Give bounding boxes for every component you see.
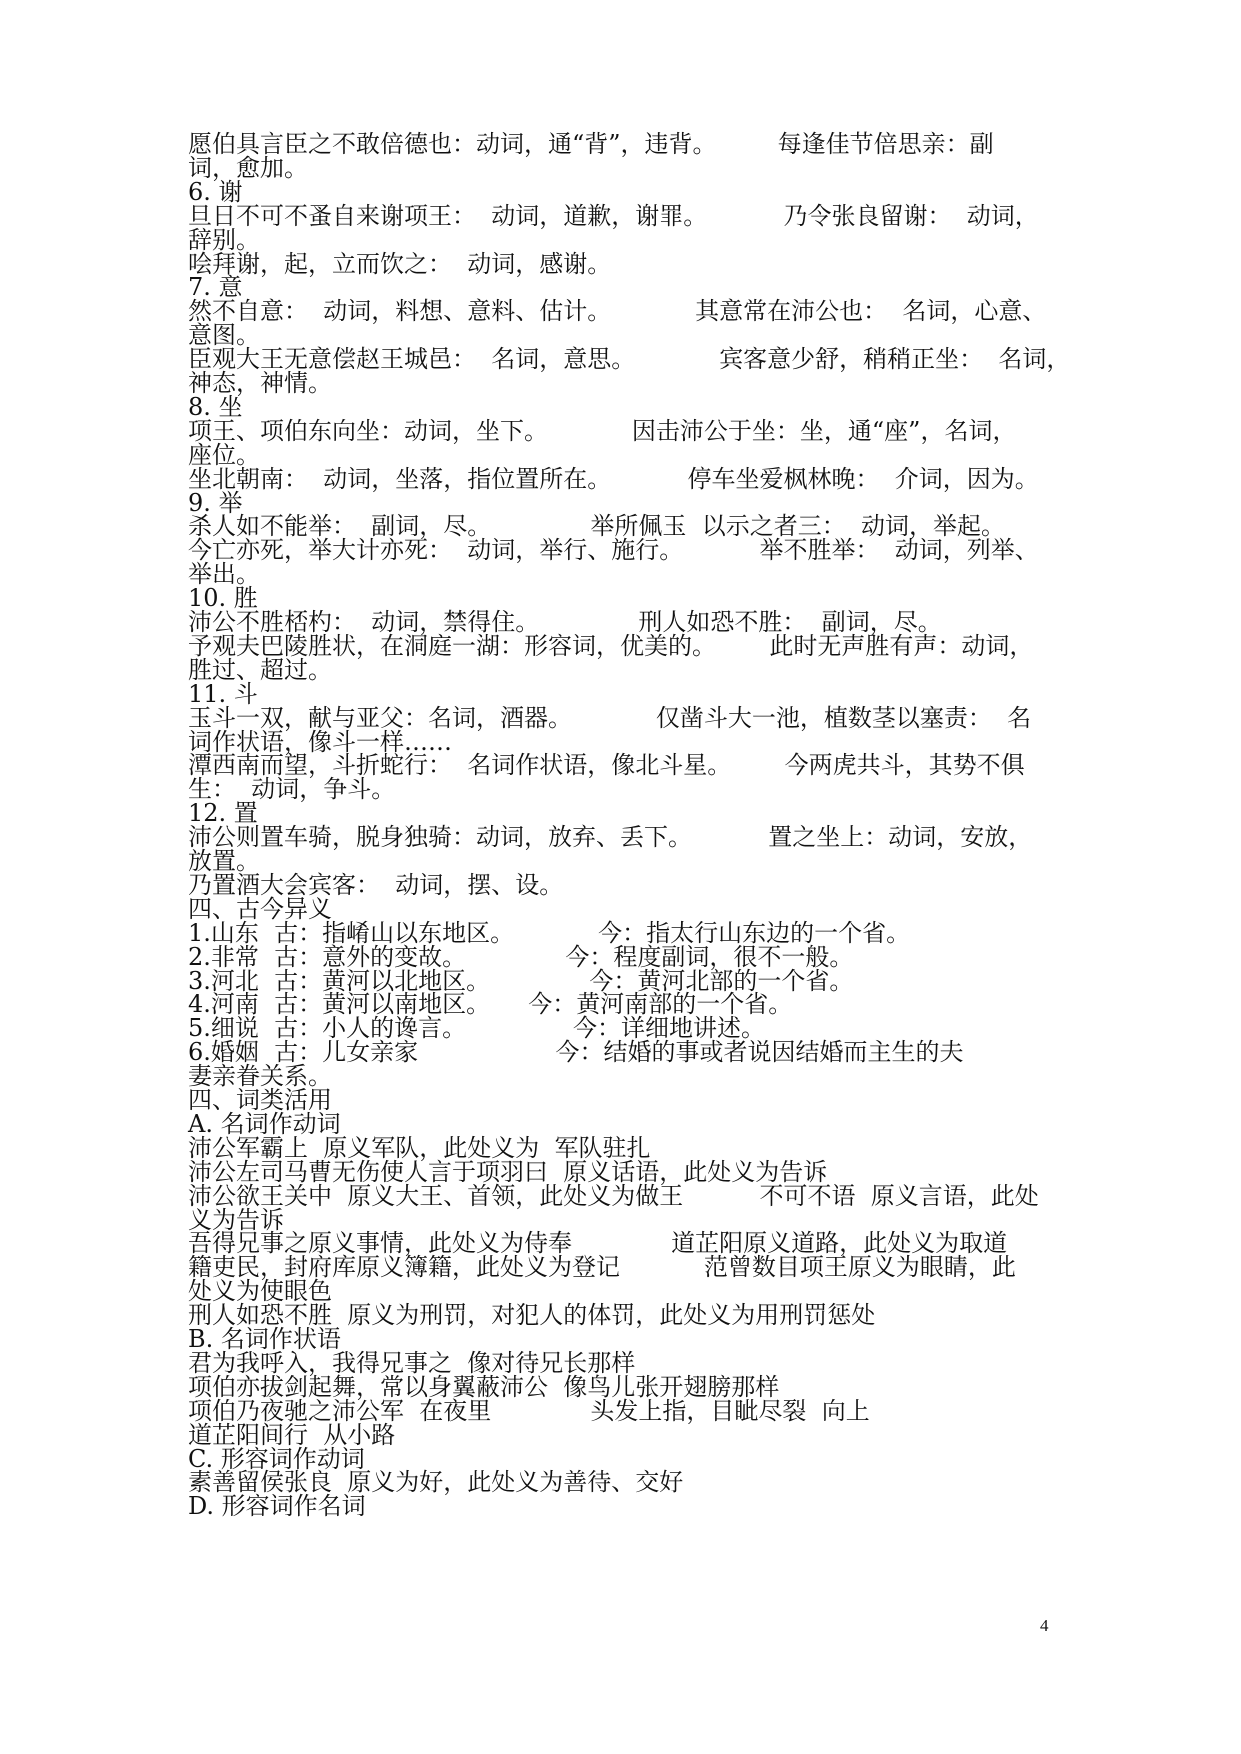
text-line: 项王、项伯东向坐：动词，坐下。 因击沛公于坐：坐，通“座”，名词，: [188, 416, 1017, 445]
text-line: 杀人如不能举： 副词，尽。 举所佩玉 以示之者三： 动词，举起。: [188, 512, 1005, 541]
text-line: 5.细说 古：小人的谗言。 今：详细地讲述。: [188, 1014, 765, 1043]
text-line: 沛公欲王关中 原义大王、首领，此处义为做王 不可不语 原义言语，此处: [188, 1181, 1039, 1210]
text-line: B. 名词作状语: [188, 1325, 341, 1353]
text-line: 然不自意： 动词，料想、意料、估计。 其意常在沛公也： 名词，心意、: [188, 297, 1047, 326]
text-line: 愿伯具言臣之不敢倍德也：动词，通“背”，违背。 每逢佳节倍思亲：副: [188, 130, 994, 158]
text-line: 道芷阳间行 从小路: [188, 1420, 396, 1449]
text-line: 词作状语，像斗一样……: [188, 727, 452, 756]
text-line: 辞别。: [188, 225, 260, 254]
text-line: 座位。: [188, 440, 260, 469]
text-line: 吾得兄事之原义事情，此处义为侍奉 道芷阳原义道路，此处义为取道: [188, 1229, 1008, 1258]
text-line: 刑人如恐不胜 原义为刑罚，对犯人的体罚，此处义为用刑罚惩处: [188, 1301, 876, 1330]
text-line: 3.河北 古：黄河以北地区。 今：黄河北部的一个省。: [188, 966, 854, 995]
text-line: 1.山东 古：指崤山以东地区。 今：指太行山东边的一个省。: [188, 918, 911, 947]
text-line: 四、词类活用: [188, 1086, 332, 1114]
text-line: 放置。: [188, 847, 260, 875]
text-line: 今亡亦死，举大计亦死： 动词，举行、施行。 举不胜举： 动词，列举、: [188, 536, 1039, 565]
text-line: 沛公军霸上 原义军队，此处义为 军队驻扎: [188, 1133, 651, 1162]
text-line: 沛公左司马曹无伤使人言于项羽曰 原义话语，此处义为告诉: [188, 1157, 828, 1186]
text-line: 4.河南 古：黄河以南地区。 今：黄河南部的一个省。: [188, 990, 793, 1019]
text-line: 妻亲眷关系。: [188, 1062, 332, 1091]
text-line: 素善留侯张良 原义为好，此处义为善待、交好: [188, 1468, 684, 1497]
text-line: 玉斗一双，献与亚父：名词，酒器。 仅凿斗大一池，植数茎以塞责： 名: [188, 703, 1032, 732]
text-line: 神态，神情。: [188, 369, 332, 397]
text-line: 臣观大王无意偿赵王城邑： 名词，意思。 宾客意少舒，稍稍正坐： 名词，: [188, 345, 1071, 374]
text-line: 沛公则置车骑，脱身独骑：动词，放弃、丢下。 置之坐上：动词，安放，: [188, 823, 1033, 852]
text-line: 词，愈加。: [188, 153, 308, 182]
page-number: 4: [1040, 1616, 1049, 1635]
text-line: 处义为使眼色: [188, 1277, 332, 1306]
text-line: 旦日不可不蚤自来谢项王： 动词，道歉，谢罪。 乃令张良留谢： 动词，: [188, 201, 1039, 230]
text-line: 籍吏民，封府库原义簿籍，此处义为登记 范曾数目项王原义为眼睛，此: [188, 1253, 1016, 1282]
text-line: 君为我呼入，我得兄事之 像对待兄长那样: [188, 1348, 636, 1377]
text-line: 生： 动词，争斗。: [188, 775, 396, 804]
text-line: D. 形容词作名词: [188, 1492, 366, 1521]
text-line: 12. 置: [188, 799, 258, 828]
text-line: 项伯亦拔剑起舞，常以身翼蔽沛公 像鸟儿张开翅膀那样: [188, 1372, 780, 1401]
text-line: A. 名词作动词: [188, 1109, 341, 1138]
text-line: 举出。: [188, 560, 260, 589]
text-line: 7. 意: [188, 273, 243, 302]
text-line: 意图。: [188, 321, 260, 350]
text-line: 沛公不胜桮杓： 动词，禁得住。 刑人如恐不胜： 副词，尽。: [188, 608, 942, 636]
text-line: 6. 谢: [188, 177, 243, 206]
text-line: 6.婚姻 古：儿女亲家 今：结婚的事或者说因结婚而主生的夫: [188, 1038, 964, 1067]
text-line: C. 形容词作动词: [188, 1444, 365, 1473]
text-line: 予观夫巴陵胜状，在洞庭一湖：形容词，优美的。 此时无声胜有声：动词，: [188, 631, 1034, 660]
text-line: 坐北朝南： 动词，坐落，指位置所在。 停车坐爱枫林晚： 介词，因为。: [188, 464, 1039, 493]
text-line: 义为告诉: [188, 1205, 284, 1234]
text-line: 哙拜谢，起，立而饮之： 动词，感谢。: [188, 249, 612, 278]
text-line: 8. 坐: [188, 392, 243, 421]
text-line: 11. 斗: [188, 679, 258, 708]
text-line: 潭西南而望，斗折蛇行： 名词作状语，像北斗星。 今两虎共斗，其势不俱: [188, 751, 1025, 780]
text-line: 四、古今异义: [188, 894, 332, 923]
text-line: 9. 举: [188, 488, 243, 517]
text-line: 乃置酒大会宾客： 动词，摆、设。: [188, 870, 564, 899]
text-line: 10. 胜: [188, 584, 258, 613]
text-line: 2.非常 古：意外的变故。 今：程度副词，很不一般。: [188, 942, 854, 971]
text-line: 胜过、超过。: [188, 655, 332, 684]
text-line: 项伯乃夜驰之沛公军 在夜里 头发上指，目眦尽裂 向上: [188, 1396, 870, 1425]
